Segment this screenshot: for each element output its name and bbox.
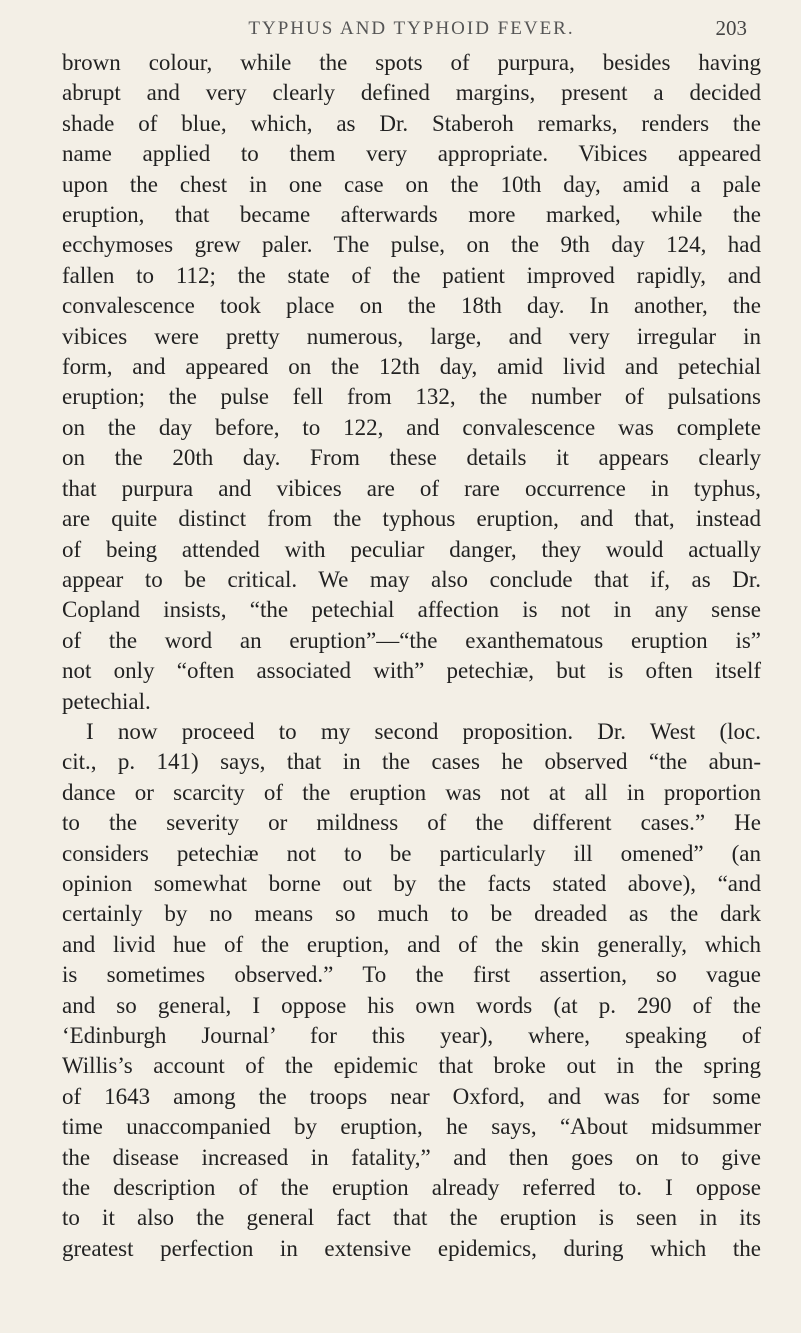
text-line: name applied to them very appropriate. Vibices appeared bbox=[62, 141, 761, 167]
text-line: is sometimes observed.” To the first assertion, so vague bbox=[62, 962, 761, 988]
text-line: eruption, that became afterwards more marked, while the bbox=[62, 202, 761, 228]
text-line: and so general, I oppose his own words (at p. 290 of the bbox=[62, 992, 761, 1018]
text-line: on the 20th day. From these details it appears clearly bbox=[62, 445, 761, 471]
text-line: to it also the general fact that the eruption is seen in its bbox=[62, 1205, 761, 1231]
text-line: on the day before, to 122, and convalescence was complete bbox=[62, 414, 761, 440]
running-head bbox=[62, 0, 761, 40]
text-line: eruption; the pulse fell from 132, the number of pulsations bbox=[62, 384, 761, 410]
text-line: form, and appeared on the 12th day, amid livid and petechial bbox=[62, 354, 761, 380]
text-line: that purpura and vibices are of rare occurrence in typhus, bbox=[62, 475, 761, 501]
text-line: I now proceed to my second proposition. Dr. West (loc. bbox=[86, 718, 761, 744]
page-number: 203 bbox=[715, 16, 747, 40]
text-line: ecchymoses grew paler. The pulse, on the 9th day 124, had bbox=[62, 232, 761, 258]
text-line: appear to be critical. We may also conclude that if, as Dr. bbox=[62, 566, 761, 592]
text-line: petechial. bbox=[62, 688, 151, 714]
running-title: TYPHUS AND TYPHOID FEVER. bbox=[248, 18, 575, 39]
text-line: Copland insists, “the petechial affection is not in any sense bbox=[62, 597, 761, 623]
text-line: convalescence took place on the 18th day. In another, the bbox=[62, 293, 761, 319]
text-line: fallen to 112; the state of the patient improved rapidly, and bbox=[62, 262, 761, 288]
text-line: brown colour, while the spots of purpura, besides having bbox=[62, 50, 761, 75]
text-line: cit., p. 141) says, that in the cases he observed “the abun- bbox=[62, 749, 761, 775]
text-line: of being attended with peculiar danger, they would actually bbox=[62, 536, 761, 562]
text-line: the disease increased in fatality,” and then goes on to give bbox=[62, 1144, 761, 1170]
text-line: of 1643 among the troops near Oxford, and was for some bbox=[62, 1083, 761, 1109]
text-line: ‘Edinburgh Journal’ for this year), where, speaking of bbox=[62, 1023, 761, 1048]
text-line: time unaccompanied by eruption, he says, “About midsummer bbox=[62, 1114, 761, 1140]
text-line: considers petechiæ not to be particularly ill omened” (an bbox=[62, 840, 761, 866]
text-line: are quite distinct from the typhous eruption, and that, instead bbox=[62, 506, 761, 532]
text-line: shade of blue, which, as Dr. Staberoh remarks, renders the bbox=[62, 110, 761, 136]
text-line: the description of the eruption already referred to. I oppose bbox=[62, 1175, 761, 1201]
text-line: upon the chest in one case on the 10th day, amid a pale bbox=[62, 171, 761, 197]
text-line: vibices were pretty numerous, large, and very irregular in bbox=[62, 323, 761, 349]
text-line: Willis’s account of the epidemic that broke out in the spring bbox=[62, 1053, 761, 1079]
text-line: dance or scarcity of the eruption was not at all in proportion bbox=[62, 779, 761, 805]
text-line: not only “often associated with” petechiæ, but is often itself bbox=[62, 658, 761, 684]
text-line: opinion somewhat borne out by the facts stated above), “and bbox=[62, 870, 761, 896]
text-line: to the severity or mildness of the different cases.” He bbox=[62, 810, 761, 836]
text-line: certainly by no means so much to be dreaded as the dark bbox=[62, 901, 761, 927]
body-text bbox=[62, 48, 761, 1264]
text-line: of the word an eruption”—“the exanthematous eruption is” bbox=[62, 627, 761, 653]
text-line: abrupt and very clearly defined margins, present a decided bbox=[62, 80, 761, 106]
text-line: greatest perfection in extensive epidemics, during which the bbox=[62, 1235, 761, 1261]
text-line: and livid hue of the eruption, and of the skin generally, which bbox=[62, 931, 761, 957]
